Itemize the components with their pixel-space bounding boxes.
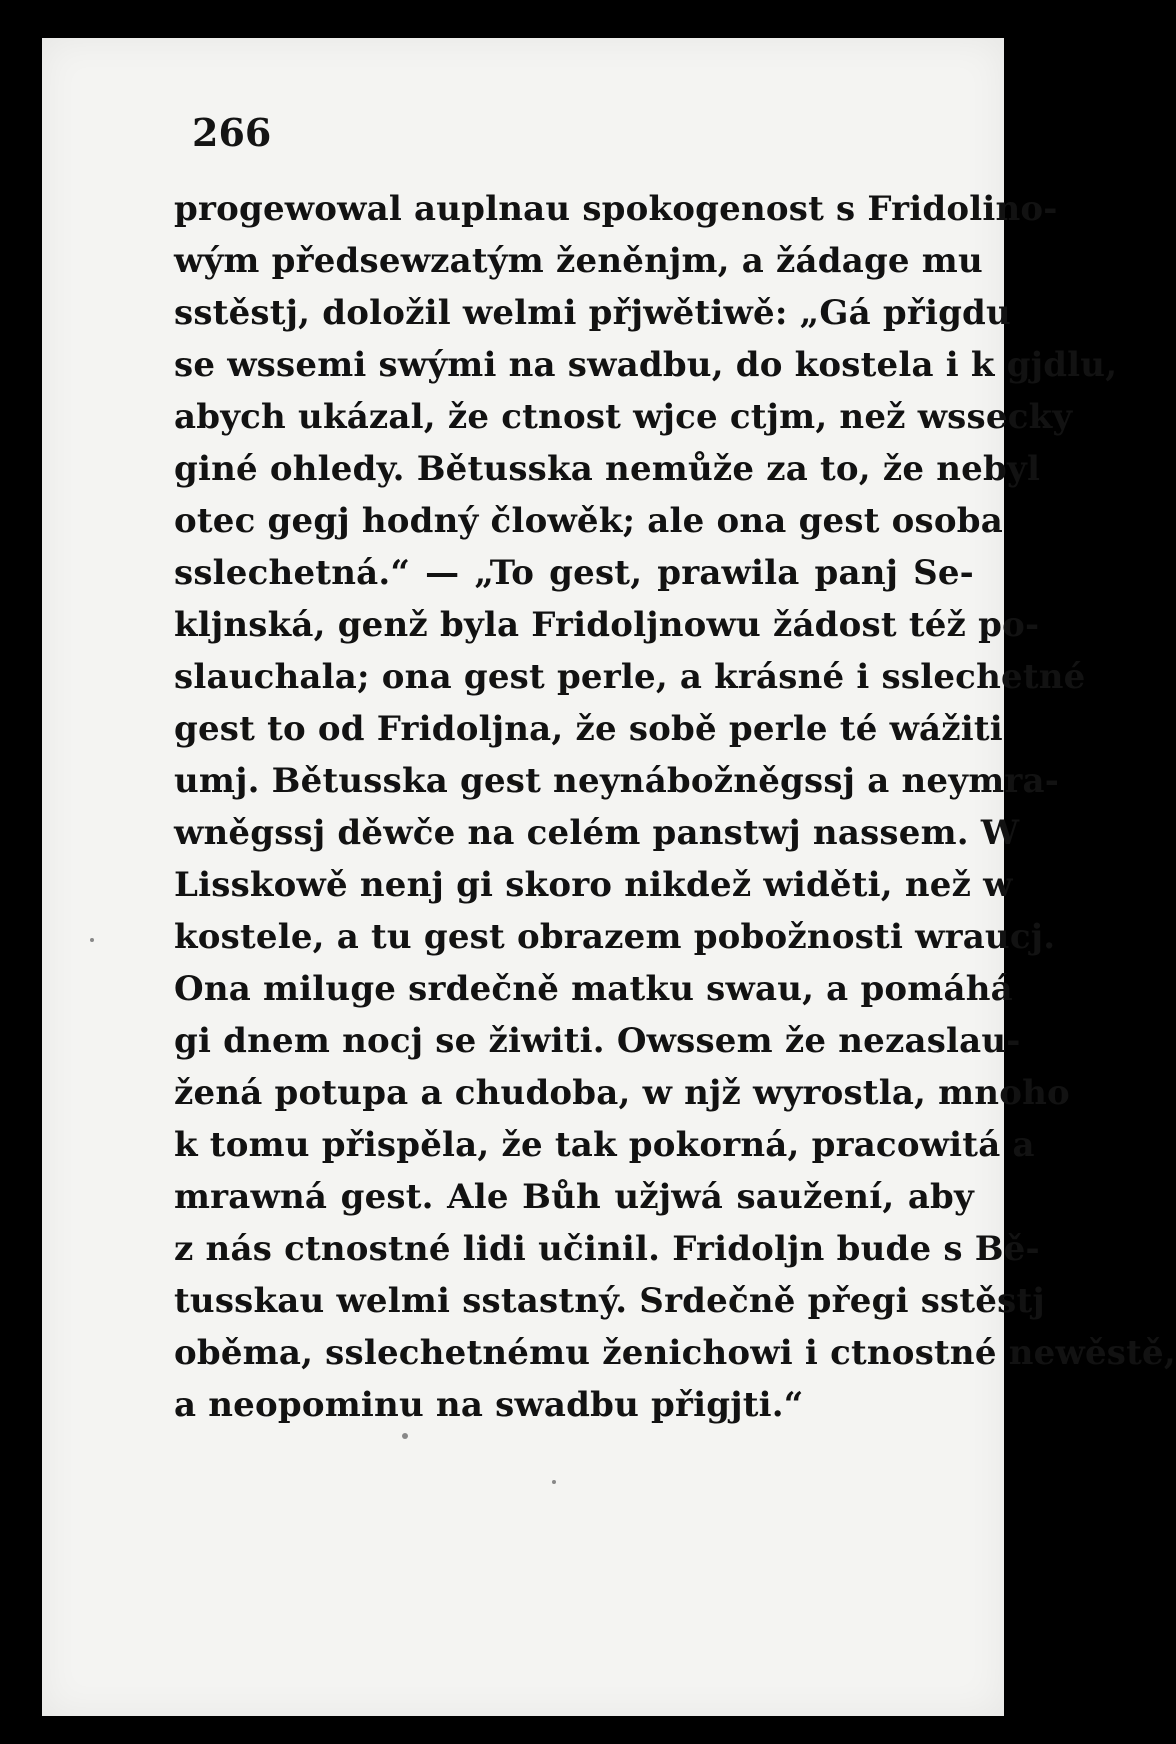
- text-line: slauchala; ona gest perle, a krásné i sslechetné: [174, 657, 1086, 697]
- book-page: [42, 38, 1176, 1716]
- text-line: oběma, sslechetnému ženichowi i ctnostné newěstě,: [174, 1333, 1176, 1373]
- page-text: [174, 183, 1176, 1431]
- text-line: Lisskowě nenj gi skoro nikdež widěti, než w: [174, 865, 1013, 905]
- text-line: tusskau welmi sstastný. Srdečně přegi sstěstj: [174, 1281, 1045, 1321]
- text-line: otec gegj hodný člowěk; ale ona gest osoba: [174, 501, 1003, 541]
- text-line: Ona miluge srdečně matku swau, a pomáhá: [174, 969, 1013, 1009]
- paper-speck: [552, 1480, 556, 1484]
- text-line: mrawná gest. Ale Bůh užjwá saužení, aby: [174, 1177, 974, 1217]
- text-line: sslechetná.“ — „To gest, prawila panj Se-: [174, 553, 974, 593]
- text-line: se wssemi swými na swadbu, do kostela i k gjdlu,: [174, 345, 1118, 385]
- page-number: 266: [192, 110, 272, 155]
- text-line: sstěstj, doložil welmi přjwětiwě: „Gá přigdu: [174, 293, 1011, 333]
- text-line: gest to od Fridoljna, že sobě perle té wážiti: [174, 709, 1003, 749]
- paper-speck: [90, 938, 94, 942]
- text-line: giné ohledy. Bětusska nemůže za to, že nebyl: [174, 449, 1041, 489]
- text-line: žená potupa a chudoba, w njž wyrostla, mnoho: [174, 1073, 1070, 1113]
- text-line: gi dnem nocj se žiwiti. Owssem že nezaslau-: [174, 1021, 1021, 1061]
- text-line: progewowal auplnau spokogenost s Fridolino-: [174, 189, 1058, 229]
- text-line: z nás ctnostné lidi učinil. Fridoljn bude s Bě-: [174, 1229, 1040, 1269]
- text-line: kljnská, genž byla Fridoljnowu žádost též po-: [174, 605, 1040, 645]
- text-line: a neopominu na swadbu přigjti.“: [174, 1385, 804, 1425]
- text-line: umj. Bětusska gest neynábožněgssj a neymra-: [174, 761, 1060, 801]
- text-line: abych ukázal, že ctnost wjce ctjm, než wssecky: [174, 397, 1073, 437]
- text-line: wým předsewzatým ženěnjm, a žádage mu: [174, 241, 983, 281]
- text-line: wněgssj děwče na celém panstwj nassem. W: [174, 813, 1020, 853]
- paper-speck: [402, 1433, 408, 1439]
- text-line: kostele, a tu gest obrazem pobožnosti wraucj.: [174, 917, 1056, 957]
- text-line: k tomu přispěla, že tak pokorná, pracowitá a: [174, 1125, 1035, 1165]
